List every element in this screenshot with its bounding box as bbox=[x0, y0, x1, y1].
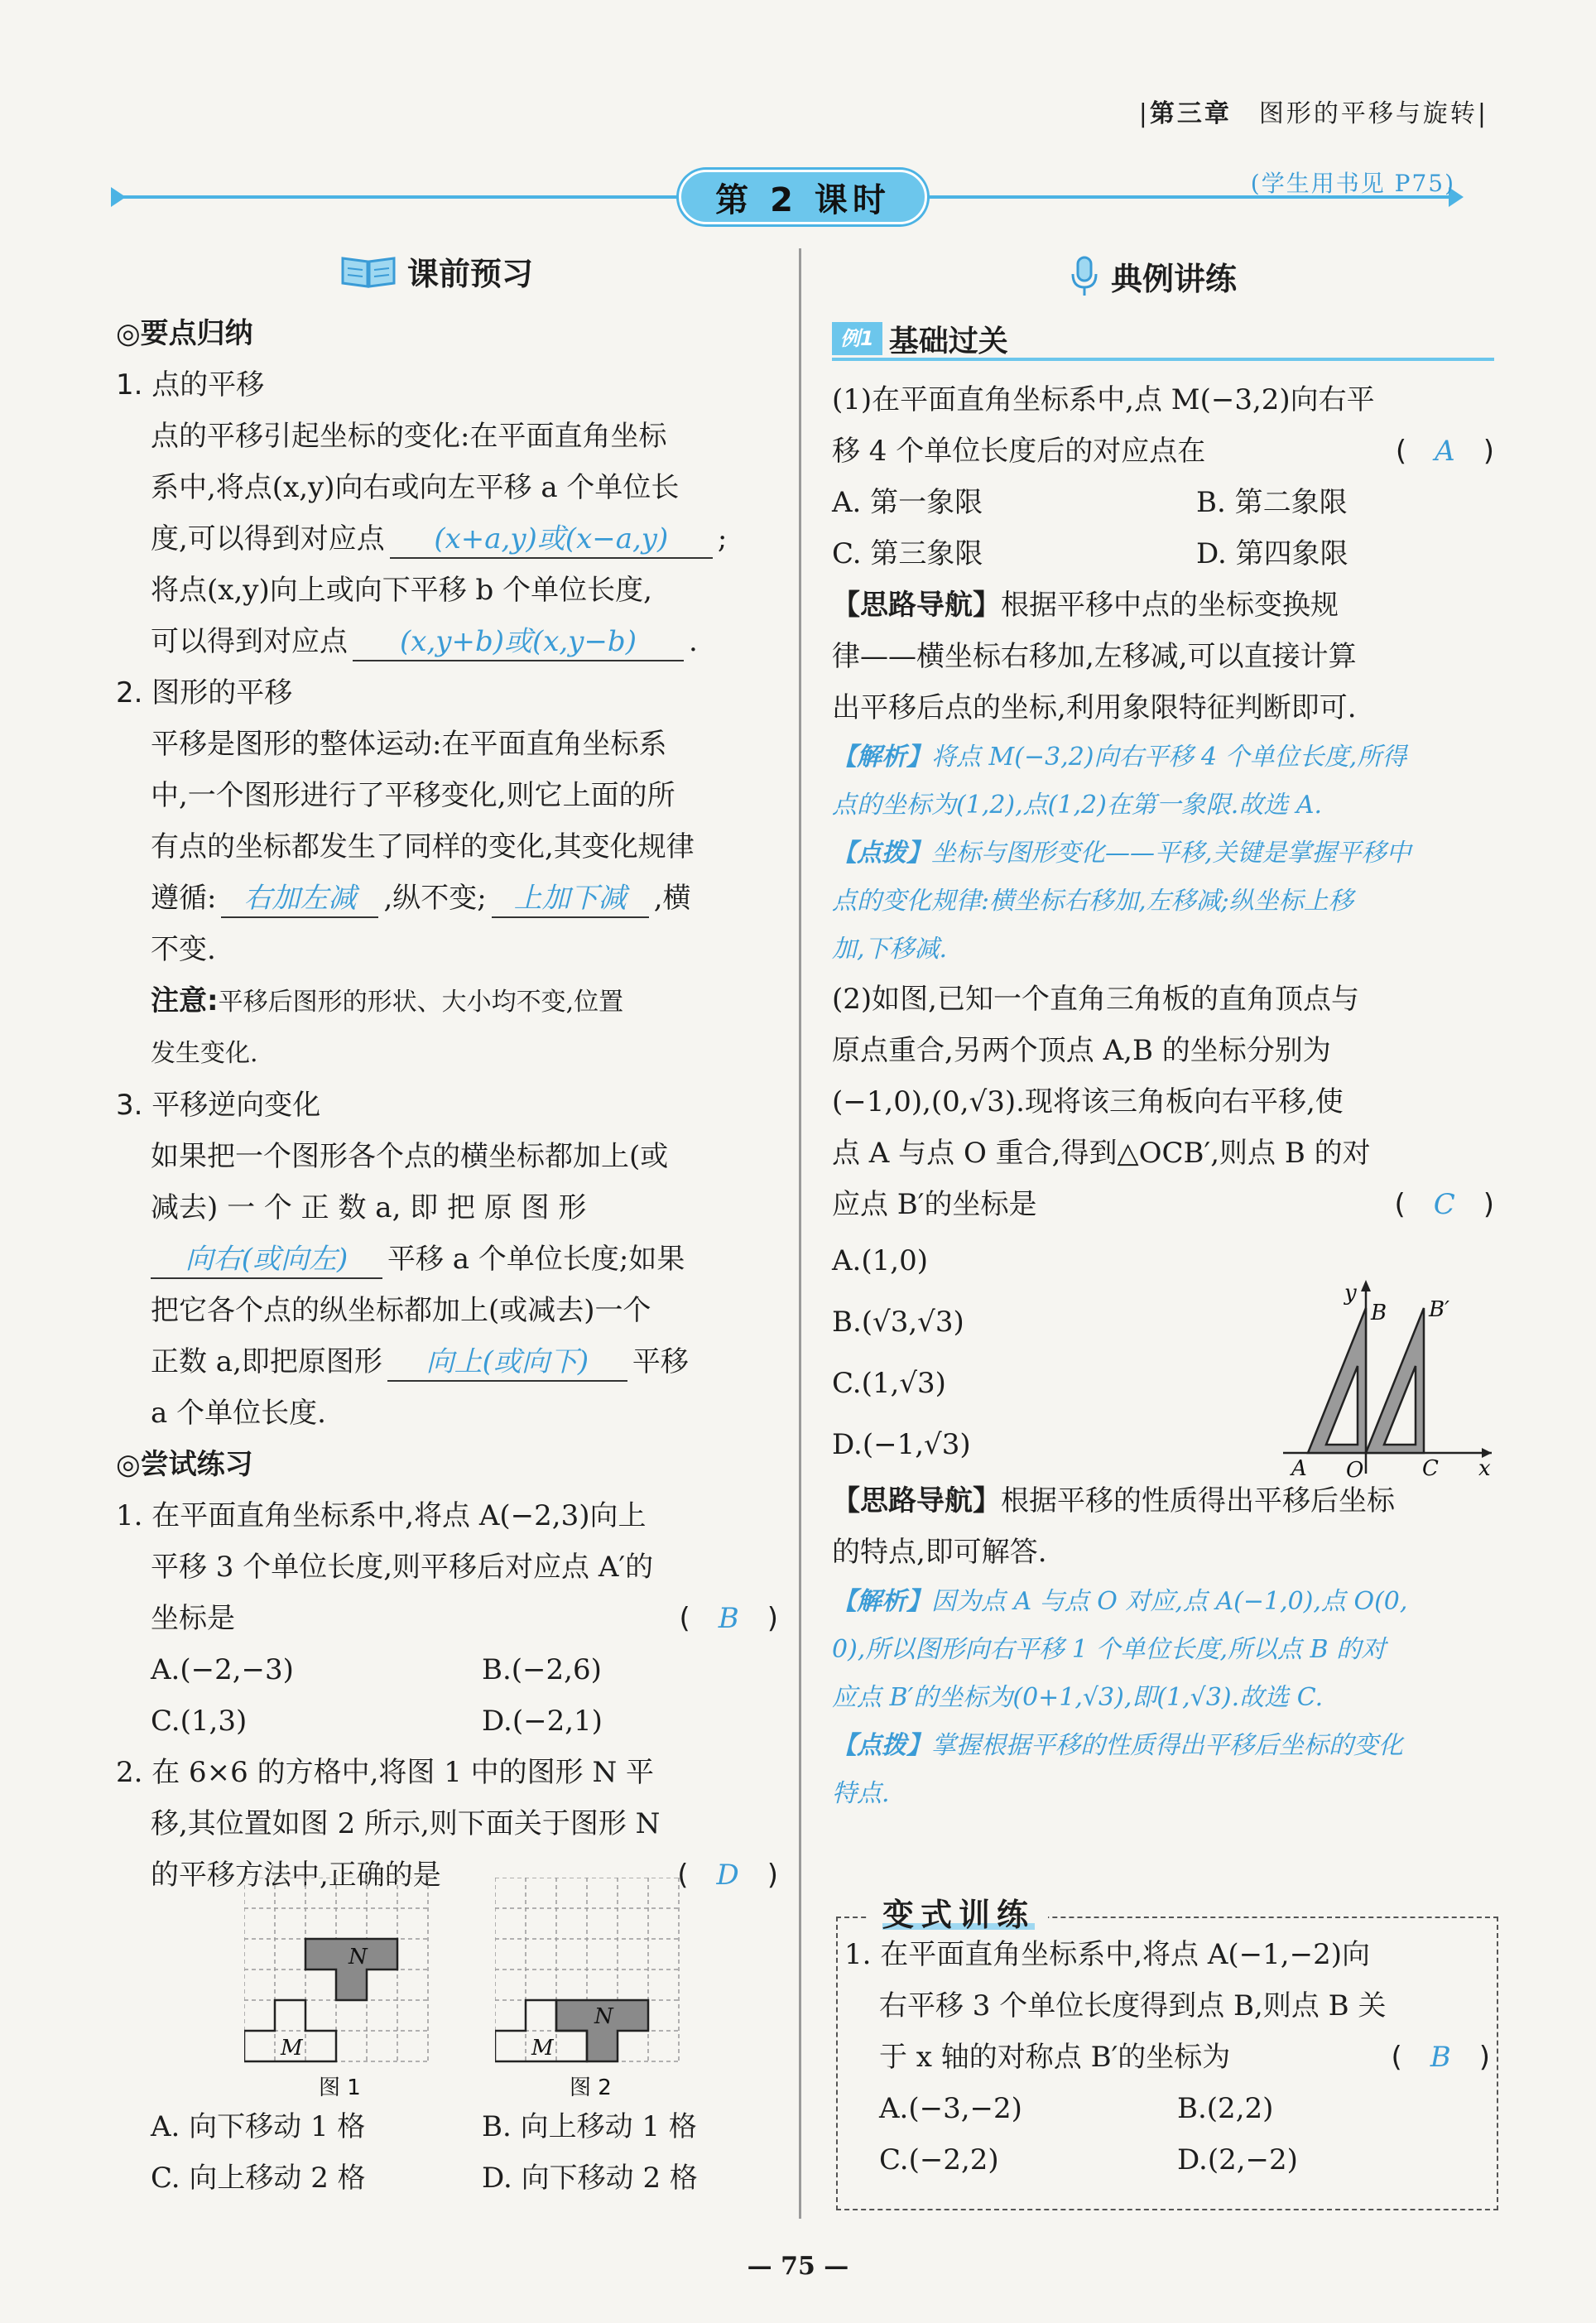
point-2-note: 发生变化. bbox=[151, 1039, 258, 1068]
training-question-line: 右平移 3 个单位长度得到点 B,则点 B 关 bbox=[879, 1989, 1387, 2022]
point-1-title: 1. 点的平移 bbox=[116, 368, 265, 402]
example-1-answer: A bbox=[1435, 435, 1455, 468]
training-question-line: 1. 在平面直角坐标系中,将点 A(−1,−2)向 bbox=[844, 1938, 1370, 1971]
option: A.(1,0) bbox=[832, 1244, 928, 1277]
question-1-line: 坐标是 ( B ) bbox=[151, 1602, 778, 1635]
shape-m-label: M bbox=[281, 2036, 303, 2061]
point-o-label: O bbox=[1346, 1458, 1364, 1482]
option: C. 向上移动 2 格 bbox=[151, 2162, 366, 2195]
option: C.(1,√3) bbox=[832, 1367, 946, 1400]
shape-n-label: N bbox=[349, 1945, 368, 1970]
fill-answer: (x+a,y)或(x−a,y) bbox=[390, 521, 713, 559]
fill-answer: 右加左减 bbox=[221, 880, 378, 918]
example-2-tip: 特点. bbox=[832, 1779, 890, 1808]
preview-section-title: 课前预习 bbox=[407, 256, 534, 292]
grid-figure-1 bbox=[244, 1878, 435, 2101]
grid-figure-2 bbox=[495, 1878, 685, 2101]
option: B.(−2,6) bbox=[482, 1653, 602, 1686]
option: B.(2,2) bbox=[1177, 2092, 1274, 2125]
point-2-line: 中,一个图形进行了平移变化,则它上面的所 bbox=[151, 779, 675, 812]
point-2-line: 平移是图形的整体运动:在平面直角坐标系 bbox=[151, 728, 667, 761]
question-2-line: 的平移方法中,正确的是 ( D ) bbox=[151, 1859, 778, 1892]
option: A.(−3,−2) bbox=[879, 2092, 1022, 2125]
question-2-line: 移,其位置如图 2 所示,则下面关于图形 N bbox=[151, 1807, 661, 1840]
training-options bbox=[844, 2134, 1490, 2186]
option: B.(√3,√3) bbox=[832, 1306, 964, 1339]
point-c-label: C bbox=[1422, 1456, 1439, 1481]
key-points-heading: ◎要点归纳 bbox=[116, 317, 253, 350]
fill-answer: 上加下减 bbox=[492, 880, 649, 918]
option: D.(−2,1) bbox=[482, 1705, 603, 1738]
chapter-title: 图形的平移与旋转 bbox=[1258, 99, 1478, 128]
option: D. 向下移动 2 格 bbox=[482, 2162, 698, 2195]
student-book-ref: (学生用书见 P75) bbox=[1250, 170, 1455, 197]
variant-training-title: 变式训练 bbox=[869, 1889, 1048, 1930]
option: A. 向下移动 1 格 bbox=[151, 2110, 366, 2143]
question-1-options bbox=[116, 1644, 778, 1695]
point-2-title: 2. 图形的平移 bbox=[116, 676, 293, 709]
point-2-line: 遵循: 右加左减 ,纵不变; 上加下减 ,横 bbox=[116, 873, 778, 924]
example-2-answer: C bbox=[1433, 1188, 1455, 1221]
point-3-line: 向右(或向左) 平移 a 个单位长度;如果 bbox=[116, 1234, 778, 1285]
option: B. 第二象限 bbox=[1196, 486, 1348, 519]
question-2-options bbox=[151, 2101, 780, 2204]
option: C. 第三象限 bbox=[832, 537, 983, 570]
option: C.(1,3) bbox=[151, 1705, 248, 1738]
triangle-figure bbox=[1275, 1275, 1498, 1482]
training-answer: B bbox=[1430, 2041, 1451, 2074]
example-1-bar bbox=[832, 320, 1494, 361]
column-divider bbox=[799, 248, 801, 2219]
example-2-solution: 【解析】因为点 A 与点 O 对应,点 A(−1,0),点 O(0, bbox=[832, 1587, 1408, 1616]
page-number: — 75 — bbox=[747, 2252, 849, 2281]
example-1-solution: 点的坐标为(1,2),点(1,2)在第一象限.故选 A. bbox=[832, 791, 1323, 820]
example-1-line: 移 4 个单位长度后的对应点在 ( A ) bbox=[832, 435, 1494, 468]
option: B. 向上移动 1 格 bbox=[482, 2110, 697, 2143]
example-1-guide: 【思路导航】根据平移中点的坐标变换规 bbox=[832, 589, 1339, 622]
point-a-label: A bbox=[1291, 1456, 1307, 1481]
option: D.(−1,√3) bbox=[832, 1428, 971, 1461]
variant-training-content bbox=[844, 1929, 1490, 2186]
example-2-line: 应点 B′的坐标是 ( C ) bbox=[832, 1188, 1494, 1221]
point-2-note: 注意:平移后图形的形状、大小均不变,位置 bbox=[151, 984, 624, 1017]
example-2-line: (2)如图,已知一个直角三角板的直角顶点与 bbox=[832, 983, 1359, 1016]
training-question-line: 于 x 轴的对称点 B′的坐标为 ( B ) bbox=[879, 2041, 1490, 2074]
x-axis-label: x bbox=[1478, 1456, 1491, 1481]
example-title: 基础过关 bbox=[888, 324, 1008, 358]
question-1-answer: B bbox=[718, 1602, 739, 1635]
option: D. 第四象限 bbox=[1196, 537, 1348, 570]
shape-n-label: N bbox=[594, 2004, 613, 2029]
example-1-tip: 点的变化规律:横坐标右移加,左移减;纵坐标上移 bbox=[832, 887, 1353, 916]
option: A. 第一象限 bbox=[832, 486, 983, 519]
examples-section-heading bbox=[1068, 253, 1237, 299]
option: C.(−2,2) bbox=[879, 2143, 999, 2176]
arrow-left-icon bbox=[111, 187, 126, 207]
point-3-line: 把它各个点的纵坐标都加上(或减去)一个 bbox=[151, 1294, 651, 1327]
point-1-line: 度,可以得到对应点 (x+a,y)或(x−a,y) ; bbox=[116, 513, 778, 565]
example-tag: 例1 bbox=[832, 322, 882, 355]
question-1-line: 1. 在平面直角坐标系中,将点 A(−2,3)向上 bbox=[116, 1499, 647, 1532]
chapter-header: |第三章 图形的平移与旋转| bbox=[1138, 99, 1488, 128]
point-3-line: a 个单位长度. bbox=[151, 1397, 326, 1430]
figure-1-caption: 图 1 bbox=[319, 2075, 361, 2100]
lesson-title: 第 2 课时 bbox=[679, 170, 927, 224]
figure-2-caption: 图 2 bbox=[570, 2075, 612, 2100]
example-1-options bbox=[832, 477, 1494, 528]
left-column bbox=[116, 308, 778, 1901]
example-1-tip: 【点拨】坐标与图形变化——平移,关键是掌握平移中 bbox=[832, 839, 1411, 868]
example-2-line: 点 A 与点 O 重合,得到△OCB′,则点 B 的对 bbox=[832, 1137, 1371, 1170]
example-2-guide: 【思路导航】根据平移的性质得出平移后坐标 bbox=[832, 1484, 1395, 1517]
point-3-line: 减去) 一 个 正 数 a, 即 把 原 图 形 bbox=[151, 1191, 587, 1224]
question-1-options bbox=[116, 1695, 778, 1747]
example-2-solution: 应点 B′的坐标为(0+1,√3),即(1,√3).故选 C. bbox=[832, 1683, 1324, 1712]
option: A.(−2,−3) bbox=[151, 1653, 294, 1686]
example-2-guide: 的特点,即可解答. bbox=[832, 1536, 1047, 1569]
training-options bbox=[844, 2083, 1490, 2134]
point-1-line: 点的平移引起坐标的变化:在平面直角坐标 bbox=[151, 420, 667, 453]
option: D.(2,−2) bbox=[1177, 2143, 1298, 2176]
point-1-line: 可以得到对应点 (x,y+b)或(x,y−b) . bbox=[116, 616, 778, 667]
right-column bbox=[832, 374, 1494, 1818]
point-1-line: 系中,将点(x,y)向右或向左平移 a 个单位长 bbox=[151, 471, 680, 504]
practice-heading: ◎尝试练习 bbox=[116, 1448, 253, 1481]
example-1-options bbox=[832, 528, 1494, 580]
question-1-line: 平移 3 个单位长度,则平移后对应点 A′的 bbox=[151, 1551, 654, 1584]
fill-answer: 向右(或向左) bbox=[151, 1241, 382, 1279]
example-1-guide: 出平移后点的坐标,利用象限特征判断即可. bbox=[832, 691, 1357, 724]
example-2-line: 原点重合,另两个顶点 A,B 的坐标分别为 bbox=[832, 1034, 1331, 1067]
point-2-line: 有点的坐标都发生了同样的变化,其变化规律 bbox=[151, 830, 695, 863]
point-1-line: 将点(x,y)向上或向下平移 b 个单位长度, bbox=[151, 574, 652, 607]
example-1-tip: 加,下移减. bbox=[832, 935, 948, 964]
point-b-prime-label: B′ bbox=[1429, 1297, 1450, 1322]
example-2-line: (−1,0),(0,√3).现将该三角板向右平移,使 bbox=[832, 1085, 1344, 1118]
example-1-solution: 【解析】将点 M(−3,2)向右平移 4 个单位长度,所得 bbox=[832, 743, 1407, 772]
example-1-line: (1)在平面直角坐标系中,点 M(−3,2)向右平 bbox=[832, 383, 1375, 416]
microphone-icon bbox=[1068, 256, 1101, 297]
point-3-title: 3. 平移逆向变化 bbox=[116, 1089, 321, 1122]
question-2-line: 2. 在 6×6 的方格中,将图 1 中的图形 N 平 bbox=[116, 1756, 655, 1789]
fill-answer: (x,y+b)或(x,y−b) bbox=[353, 623, 684, 661]
preview-section-heading bbox=[339, 248, 533, 294]
point-b-label: B bbox=[1371, 1301, 1387, 1325]
point-3-line: 如果把一个图形各个点的横坐标都加上(或 bbox=[151, 1140, 669, 1173]
example-2-solution: 0),所以图形向右平移 1 个单位长度,所以点 B 的对 bbox=[832, 1635, 1387, 1664]
point-3-line: 正数 a,即把原图形 向上(或向下) 平移 bbox=[116, 1336, 778, 1388]
open-book-icon bbox=[339, 253, 397, 290]
y-axis-label: y bbox=[1344, 1281, 1357, 1306]
fill-answer: 向上(或向下) bbox=[387, 1344, 627, 1382]
question-2-answer: D bbox=[716, 1859, 739, 1892]
example-2-tip: 【点拨】掌握根据平移的性质得出平移后坐标的变化 bbox=[832, 1731, 1403, 1760]
shape-m-label: M bbox=[531, 2036, 554, 2061]
point-2-line: 不变. bbox=[151, 933, 216, 966]
example-1-guide: 律——横坐标右移加,左移减,可以直接计算 bbox=[832, 640, 1357, 673]
chapter-number: 第三章 bbox=[1149, 99, 1232, 128]
examples-section-title: 典例讲练 bbox=[1111, 261, 1238, 297]
